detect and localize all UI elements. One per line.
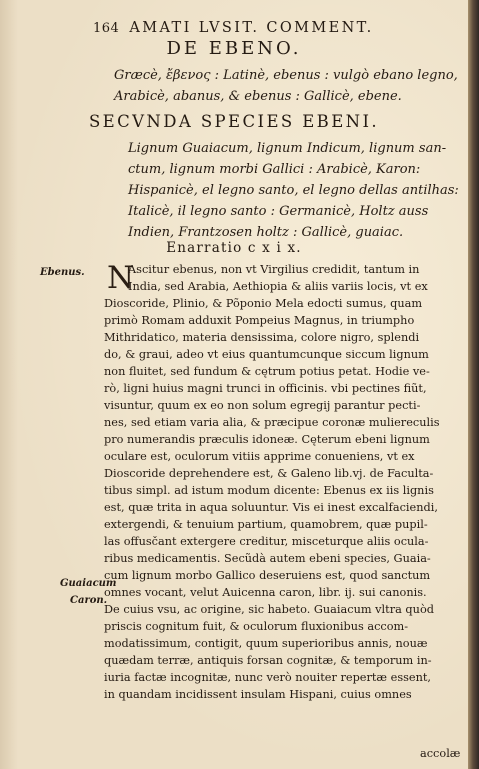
synonym-line: Hispanicè, el legno santo, el legno dellas antilhas: xyxy=(128,183,459,198)
margin-note-ebenus: Ebenus. xyxy=(40,267,85,278)
margin-note-caron: Caron. xyxy=(70,595,108,606)
synonym-line: Arabicè, abanus, & ebenus : Gallicè, ebene. xyxy=(114,89,402,104)
body-line: India, sed Arabia, Aethiopia & aliis variis locis, vt ex xyxy=(128,280,428,293)
body-line: non fluitet, sed fundum & cętrum potius petat. Hodie ve- xyxy=(104,365,430,378)
body-line: primò Romam adduxit Pompeius Magnus, in triumpho xyxy=(104,314,415,327)
synonym-line: Indien, Frantzosen holtz : Gallicè, guaiac. xyxy=(128,225,404,240)
body-line: las offusčant extergere creditur, misceturque aliis ocula- xyxy=(104,535,429,548)
synonyms-block-2 xyxy=(128,138,459,243)
body-line: rò, ligni huius magni trunci in officinis. vbi pectines fiũt, xyxy=(104,382,427,395)
body-line: Dioscoride, Plinio, & Põponio Mela edocti sumus, quam xyxy=(104,297,423,310)
body-line: De cuius vsu, ac origine, sic habeto. Guaiacum vltra quòd xyxy=(104,603,434,616)
synonym-line: Lignum Guaiacum, lignum Indicum, lignum san- xyxy=(128,141,447,156)
synonym-line: Græcè, ἔβενος : Latinè, ebenus : vulgò ebano legno, xyxy=(114,68,458,83)
drop-cap: N xyxy=(107,260,135,296)
body-line: visuntur, quum ex eo non solum egregij parantur pecti- xyxy=(104,399,421,412)
body-line: priscis cognitum fuit, & oculorum fluxionibus accom- xyxy=(104,620,409,633)
body-line: Dioscoride deprehendere est, & Galeno lib.vj. de Faculta- xyxy=(104,467,434,480)
catchword: accolæ xyxy=(420,747,461,760)
synonyms-block-1 xyxy=(114,65,458,107)
body-line: Ascitur ebenus, non vt Virgilius credidit, tantum in xyxy=(128,263,420,276)
section-subtitle: SECVNDA SPECIES EBENI. xyxy=(88,112,380,131)
chapter-title: DE EBENO. xyxy=(166,38,302,59)
body-line: ribus medicamentis. Secũdà autem ebeni species, Guaia- xyxy=(104,552,431,565)
body-line: iuria factæ incognitæ, nunc verò nouiter repertæ essent, xyxy=(104,671,432,684)
book-gutter xyxy=(468,0,479,769)
body-line: pro numerandis præculis idoneæ. Cęterum ebeni lignum xyxy=(104,433,430,446)
body-line: quædam terræ, antiquis forsan cognitæ, & temporum in- xyxy=(104,654,432,667)
body-line: tibus simpl. ad istum modum dicente: Ebenus ex iis lignis xyxy=(104,484,434,497)
synonym-line: ctum, lignum morbi Gallici : Arabicè, Karon: xyxy=(128,162,421,177)
body-text xyxy=(104,261,468,703)
body-line: Mithridatico, materia densissima, colore nigro, splendi xyxy=(104,331,420,344)
enarratio-heading: Enarratio c x i x. xyxy=(166,240,302,256)
margin-note-guaiacum: Guaiacum xyxy=(60,578,117,589)
body-line: do, & graui, adeo vt eius quantumcunque siccum lignum xyxy=(104,348,429,361)
body-line: oculare est, oculorum vitiis apprime conueniens, vt ex xyxy=(104,450,415,463)
body-line: extergendi, & tenuium partium, quamobrem, quæ pupil- xyxy=(104,518,428,531)
body-line: est, quæ trita in aqua soluuntur. Vis ei inest excalfaciendi, xyxy=(104,501,438,514)
body-line: modatissimum, contigit, quum superioribus annis, nouæ xyxy=(104,637,428,650)
body-line: cum lignum morbo Gallico deseruiens est, quod sanctum xyxy=(104,569,431,582)
running-title: AMATI LVSIT. COMMENT. xyxy=(129,20,374,36)
body-line: nes, sed etiam varia alia, & præcipue coronæ muliereculis xyxy=(104,416,440,429)
running-header xyxy=(93,20,448,36)
synonym-line: Italicè, il legno santo : Germanicè, Holtz auss xyxy=(128,204,429,219)
body-line: omnes vocant, velut Auicenna caron, libr. ij. sui canonis. xyxy=(104,586,427,599)
page-number: 164 xyxy=(93,21,120,36)
body-line: in quandam incidissent insulam Hispani, cuius omnes xyxy=(104,688,412,701)
